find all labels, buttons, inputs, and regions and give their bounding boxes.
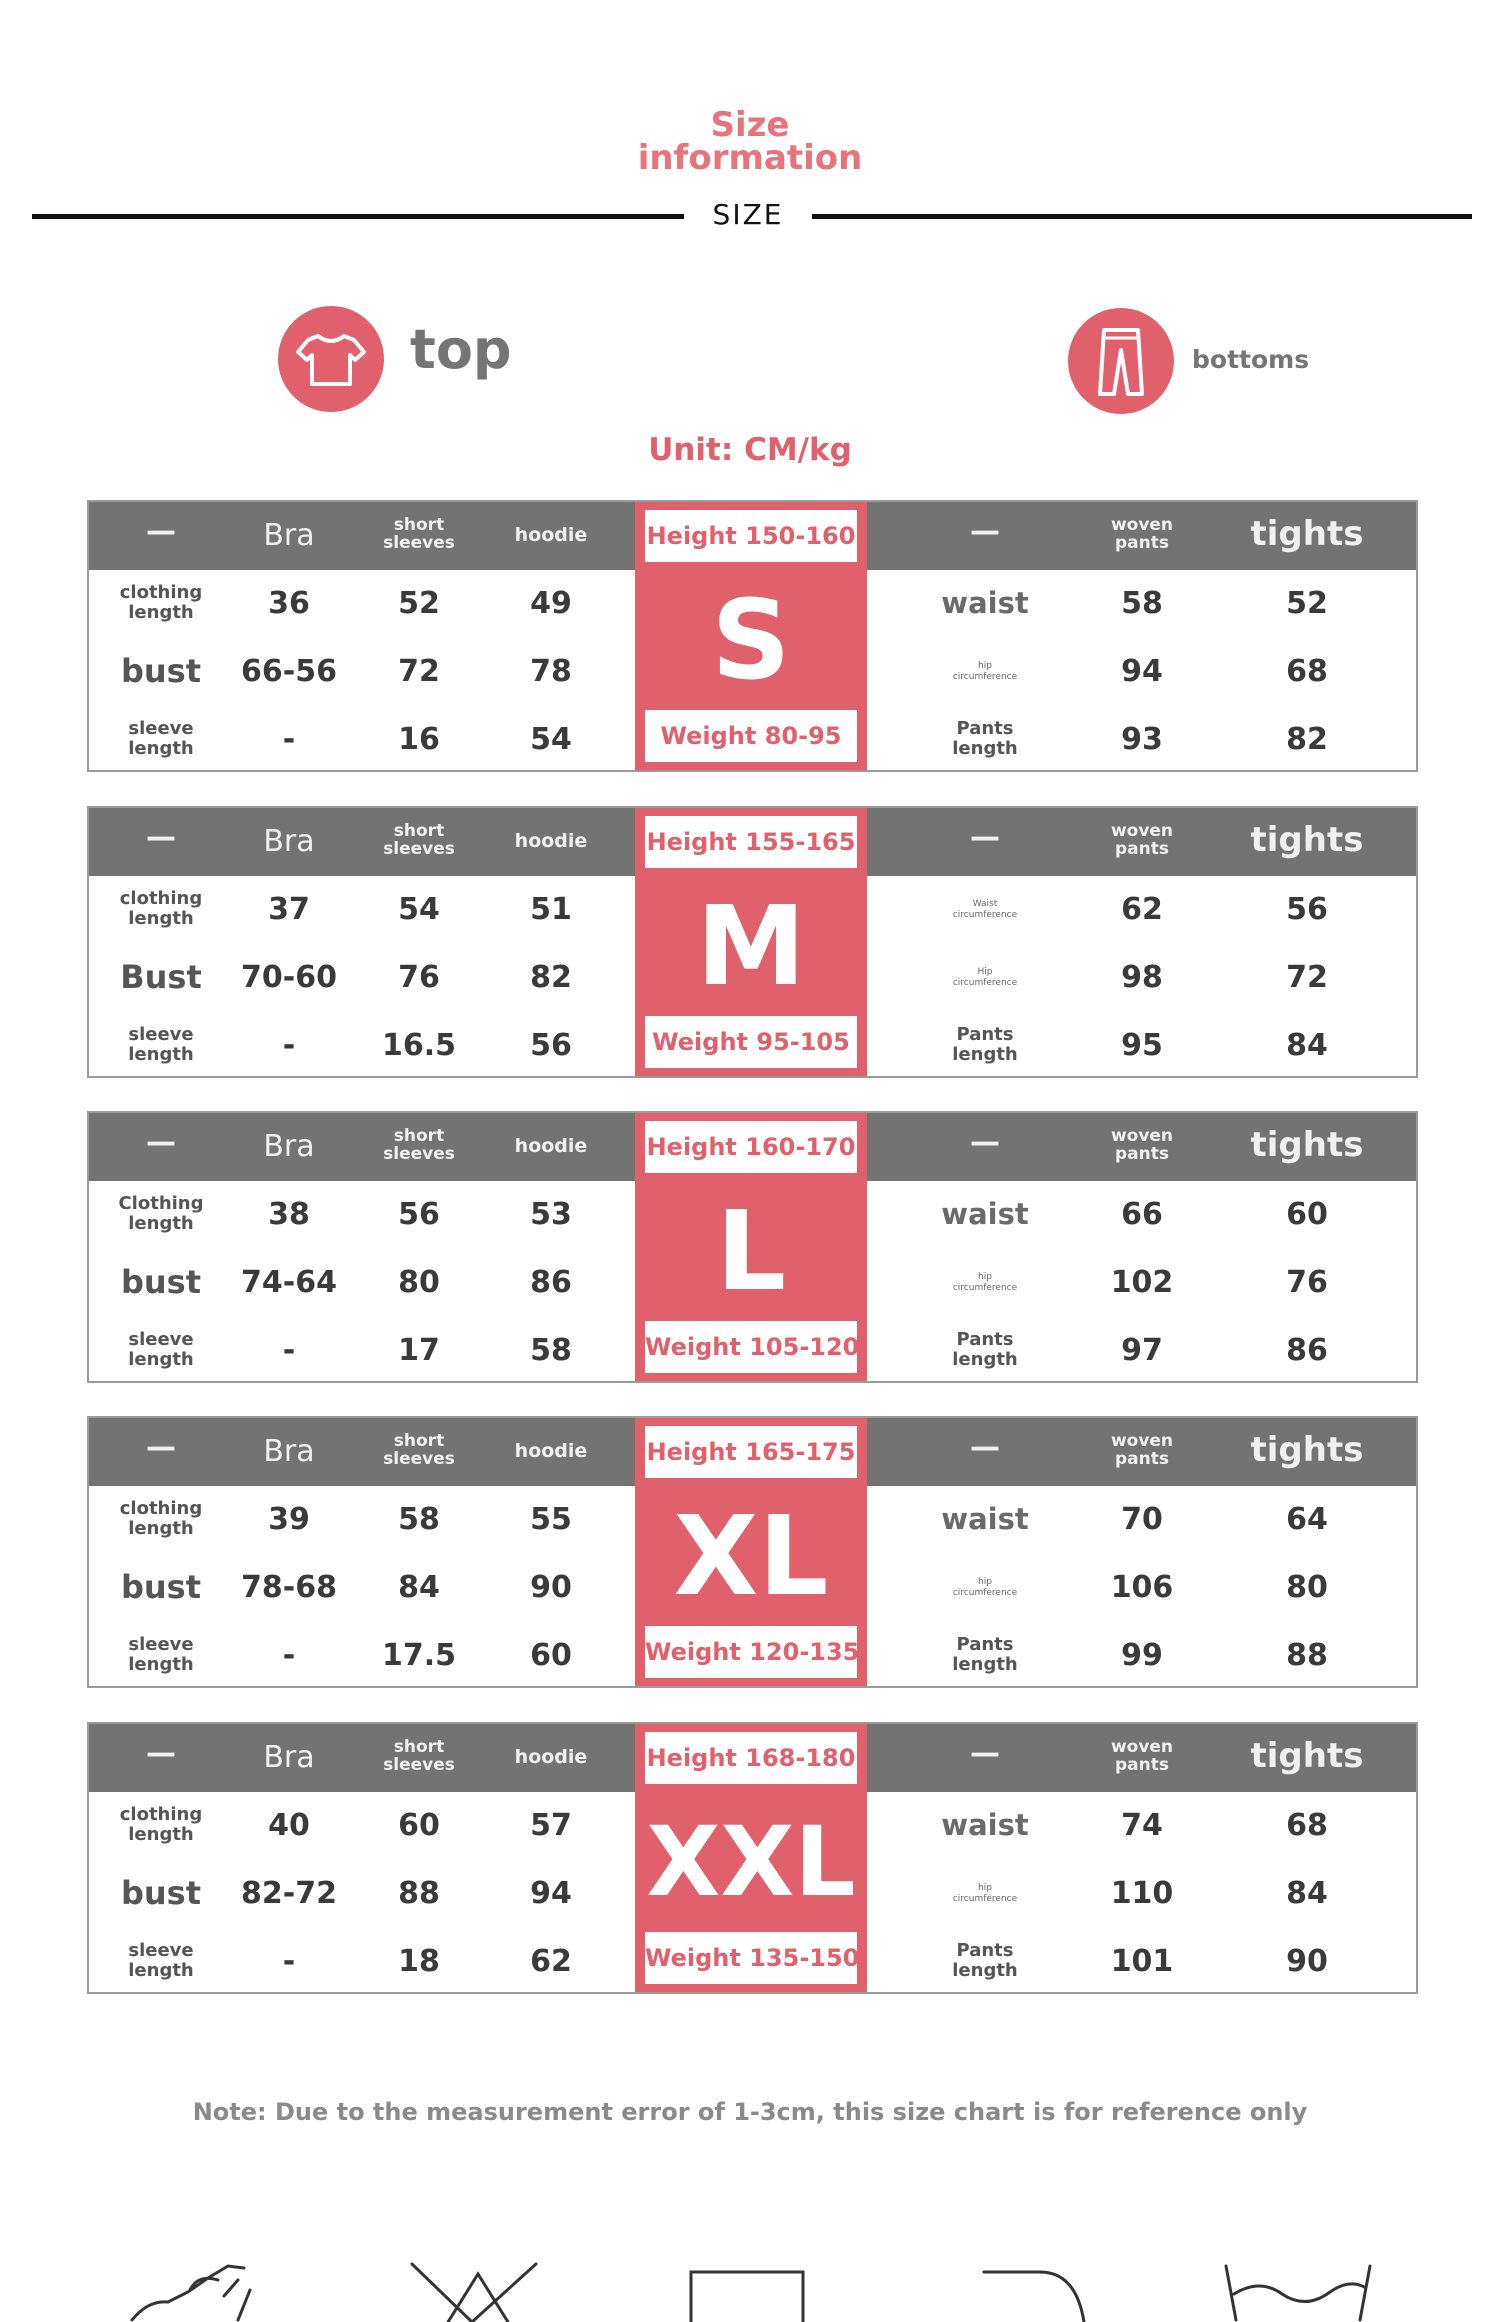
size-label: SIZE <box>712 198 784 231</box>
bottom-column-header: tights <box>1250 1430 1364 1470</box>
bottom-row-label: Pants length <box>952 718 1018 759</box>
pants-icon <box>1068 308 1174 414</box>
top-value-cell: 60 <box>398 1808 440 1843</box>
do-not-bleach-icon <box>408 2260 540 2322</box>
top-row-label: sleeve length <box>128 1024 194 1065</box>
top-value-cell: 54 <box>530 722 572 757</box>
size-table-l <box>87 1111 1418 1383</box>
top-value-cell: 66-56 <box>241 654 337 689</box>
top-row-label: bust <box>120 1874 202 1912</box>
top-row-label: bust <box>120 1568 202 1606</box>
height-range: Height 165-175 <box>645 1426 857 1478</box>
top-value-cell: 54 <box>398 892 440 927</box>
bottom-column-header: tights <box>1250 1736 1364 1776</box>
bottom-value-cell: 64 <box>1286 1502 1328 1537</box>
bottom-value-cell: 74 <box>1121 1808 1163 1843</box>
size-panel <box>635 502 867 770</box>
bottom-value-cell: 84 <box>1286 1876 1328 1911</box>
top-column-header: hoodie <box>514 1746 588 1768</box>
bottom-value-cell: 84 <box>1286 1028 1328 1063</box>
bottom-column-header: woven pants <box>1110 515 1174 553</box>
bottom-value-cell: 70 <box>1121 1502 1163 1537</box>
unit-label: Unit: CM/kg <box>648 432 852 468</box>
top-value-cell: 17.5 <box>381 1638 457 1673</box>
size-letter: XXL <box>646 1806 856 1918</box>
top-value-cell: 76 <box>398 960 440 995</box>
top-row-label: Bust <box>120 958 202 996</box>
bottom-column-header: — <box>970 1736 1000 1771</box>
top-value-cell: 58 <box>530 1333 572 1368</box>
bottom-value-cell: 88 <box>1286 1638 1328 1673</box>
bottom-value-cell: 99 <box>1121 1638 1163 1673</box>
weight-range: Weight 80-95 <box>645 710 857 762</box>
top-value-cell: 16.5 <box>381 1028 457 1063</box>
weight-range: Weight 95-105 <box>645 1016 857 1068</box>
top-value-cell: 16 <box>398 722 440 757</box>
bottom-row-label: Hip circumference <box>952 967 1018 988</box>
size-panel <box>635 1724 867 1992</box>
top-column-header: Bra <box>263 824 315 859</box>
top-value-cell: 39 <box>268 1502 310 1537</box>
bottom-row-label: Pants length <box>952 1024 1018 1065</box>
bottom-value-cell: 90 <box>1286 1944 1328 1979</box>
top-row-label: Clothing length <box>118 1193 204 1234</box>
height-range: Height 160-170 <box>645 1121 857 1173</box>
top-row-label: sleeve length <box>128 1634 194 1675</box>
top-value-cell: 56 <box>530 1028 572 1063</box>
iron-icon <box>980 2260 1090 2322</box>
bottom-value-cell: 110 <box>1110 1876 1174 1911</box>
top-value-cell: 55 <box>530 1502 572 1537</box>
top-column-header: hoodie <box>514 524 588 546</box>
top-row-label: clothing length <box>119 1804 203 1845</box>
top-value-cell: 56 <box>398 1197 440 1232</box>
top-value-cell: 18 <box>398 1944 440 1979</box>
bottom-value-cell: 52 <box>1286 586 1328 621</box>
top-row-label: bust <box>120 652 202 690</box>
bottom-value-cell: 86 <box>1286 1333 1328 1368</box>
size-letter: M <box>696 882 806 1010</box>
bottom-row-label: hip circumference <box>952 1577 1018 1598</box>
top-column-header: Bra <box>263 518 315 553</box>
top-value-cell: 60 <box>530 1638 572 1673</box>
top-value-cell: 49 <box>530 586 572 621</box>
tshirt-icon <box>278 306 384 412</box>
bottom-row-label: Pants length <box>952 1634 1018 1675</box>
bottom-value-cell: 94 <box>1121 654 1163 689</box>
bottom-value-cell: 68 <box>1286 1808 1328 1843</box>
divider-left <box>32 214 684 219</box>
top-value-cell: - <box>282 1333 296 1368</box>
bottom-value-cell: 58 <box>1121 586 1163 621</box>
top-value-cell: 52 <box>398 586 440 621</box>
top-value-cell: 78-68 <box>241 1570 337 1605</box>
height-range: Height 150-160 <box>645 510 857 562</box>
bottom-column-header: — <box>970 1125 1000 1160</box>
bottom-value-cell: 60 <box>1286 1197 1328 1232</box>
weight-range: Weight 120-135 <box>645 1626 857 1678</box>
bottom-row-label: waist <box>941 1197 1029 1231</box>
top-column-header: — <box>146 1736 176 1771</box>
top-value-cell: 57 <box>530 1808 572 1843</box>
top-row-label: clothing length <box>119 888 203 929</box>
bottom-value-cell: 93 <box>1121 722 1163 757</box>
bottom-column-header: — <box>970 514 1000 549</box>
bottom-row-label: Pants length <box>952 1940 1018 1981</box>
top-column-header: — <box>146 1430 176 1465</box>
bottom-value-cell: 95 <box>1121 1028 1163 1063</box>
top-value-cell: - <box>282 1638 296 1673</box>
top-column-header: hoodie <box>514 830 588 852</box>
bottom-value-cell: 102 <box>1110 1265 1174 1300</box>
size-letter: L <box>715 1187 787 1315</box>
top-value-cell: 86 <box>530 1265 572 1300</box>
top-column-header: hoodie <box>514 1135 588 1157</box>
size-table-s <box>87 500 1418 772</box>
top-value-cell: - <box>282 1028 296 1063</box>
bottom-column-header: tights <box>1250 820 1364 860</box>
top-value-cell: 53 <box>530 1197 572 1232</box>
bottom-row-label: waist <box>941 1502 1029 1536</box>
bottom-row-label: waist <box>941 1808 1029 1842</box>
bottom-row-label: hip circumference <box>952 661 1018 682</box>
page-title-line1: Size <box>710 105 790 145</box>
bottom-value-cell: 106 <box>1110 1570 1174 1605</box>
top-column-header: short sleeves <box>383 515 455 553</box>
bottom-column-header: woven pants <box>1110 1737 1174 1775</box>
top-value-cell: 70-60 <box>241 960 337 995</box>
divider-right <box>812 214 1472 219</box>
size-panel <box>635 1418 867 1686</box>
bottom-value-cell: 76 <box>1286 1265 1328 1300</box>
bottom-value-cell: 72 <box>1286 960 1328 995</box>
top-row-label: bust <box>120 1263 202 1301</box>
top-value-cell: 78 <box>530 654 572 689</box>
top-value-cell: 82 <box>530 960 572 995</box>
bottom-value-cell: 80 <box>1286 1570 1328 1605</box>
top-column-header: short sleeves <box>383 1431 455 1469</box>
top-row-label: sleeve length <box>128 718 194 759</box>
top-value-cell: 51 <box>530 892 572 927</box>
bottom-column-header: tights <box>1250 1125 1364 1165</box>
top-category-label: top <box>410 318 512 381</box>
top-row-label: clothing length <box>119 1498 203 1539</box>
page-title-line2: information <box>637 138 863 178</box>
top-column-header: Bra <box>263 1740 315 1775</box>
top-value-cell: 94 <box>530 1876 572 1911</box>
hand-wash-icon <box>128 2260 278 2322</box>
bottom-row-label: hip circumference <box>952 1883 1018 1904</box>
top-value-cell: 74-64 <box>241 1265 337 1300</box>
bottom-value-cell: 82 <box>1286 722 1328 757</box>
top-value-cell: 36 <box>268 586 310 621</box>
top-value-cell: 90 <box>530 1570 572 1605</box>
top-column-header: Bra <box>263 1129 315 1164</box>
top-value-cell: 37 <box>268 892 310 927</box>
top-column-header: — <box>146 820 176 855</box>
top-value-cell: - <box>282 722 296 757</box>
bottoms-category-label: bottoms <box>1192 345 1310 374</box>
top-value-cell: - <box>282 1944 296 1979</box>
top-value-cell: 80 <box>398 1265 440 1300</box>
weight-range: Weight 105-120 <box>645 1321 857 1373</box>
top-column-header: hoodie <box>514 1440 588 1462</box>
bottom-value-cell: 101 <box>1110 1944 1174 1979</box>
bottom-value-cell: 56 <box>1286 892 1328 927</box>
size-letter: XL <box>673 1492 829 1620</box>
bottom-value-cell: 97 <box>1121 1333 1163 1368</box>
bottom-column-header: woven pants <box>1110 821 1174 859</box>
tumble-dry-icon <box>688 2260 806 2322</box>
top-row-label: sleeve length <box>128 1940 194 1981</box>
weight-range: Weight 135-150 <box>645 1932 857 1984</box>
size-letter: S <box>711 576 791 704</box>
bottom-value-cell: 68 <box>1286 654 1328 689</box>
size-table-xl <box>87 1416 1418 1688</box>
top-value-cell: 58 <box>398 1502 440 1537</box>
top-column-header: — <box>146 514 176 549</box>
top-value-cell: 72 <box>398 654 440 689</box>
size-panel <box>635 1113 867 1381</box>
top-row-label: sleeve length <box>128 1329 194 1370</box>
bottom-value-cell: 62 <box>1121 892 1163 927</box>
top-row-label: clothing length <box>119 582 203 623</box>
top-column-header: — <box>146 1125 176 1160</box>
bottom-column-header: woven pants <box>1110 1126 1174 1164</box>
size-table-xxl <box>87 1722 1418 1994</box>
top-value-cell: 88 <box>398 1876 440 1911</box>
washing-tub-icon <box>1222 2260 1374 2322</box>
top-value-cell: 40 <box>268 1808 310 1843</box>
top-column-header: short sleeves <box>383 1737 455 1775</box>
bottom-column-header: — <box>970 1430 1000 1465</box>
top-value-cell: 82-72 <box>241 1876 337 1911</box>
top-column-header: Bra <box>263 1434 315 1469</box>
top-column-header: short sleeves <box>383 1126 455 1164</box>
size-panel <box>635 808 867 1076</box>
top-value-cell: 17 <box>398 1333 440 1368</box>
top-value-cell: 84 <box>398 1570 440 1605</box>
bottom-value-cell: 66 <box>1121 1197 1163 1232</box>
bottom-column-header: tights <box>1250 514 1364 554</box>
bottom-row-label: hip circumference <box>952 1272 1018 1293</box>
size-table-m <box>87 806 1418 1078</box>
top-column-header: short sleeves <box>383 821 455 859</box>
measurement-note: Note: Due to the measurement error of 1-3cm, this size chart is for reference only <box>192 2098 1308 2126</box>
height-range: Height 155-165 <box>645 816 857 868</box>
bottom-column-header: — <box>970 820 1000 855</box>
bottom-row-label: Pants length <box>952 1329 1018 1370</box>
bottom-row-label: Waist circumference <box>952 899 1018 920</box>
top-value-cell: 62 <box>530 1944 572 1979</box>
height-range: Height 168-180 <box>645 1732 857 1784</box>
bottom-row-label: waist <box>941 586 1029 620</box>
bottom-value-cell: 98 <box>1121 960 1163 995</box>
bottom-column-header: woven pants <box>1110 1431 1174 1469</box>
top-value-cell: 38 <box>268 1197 310 1232</box>
